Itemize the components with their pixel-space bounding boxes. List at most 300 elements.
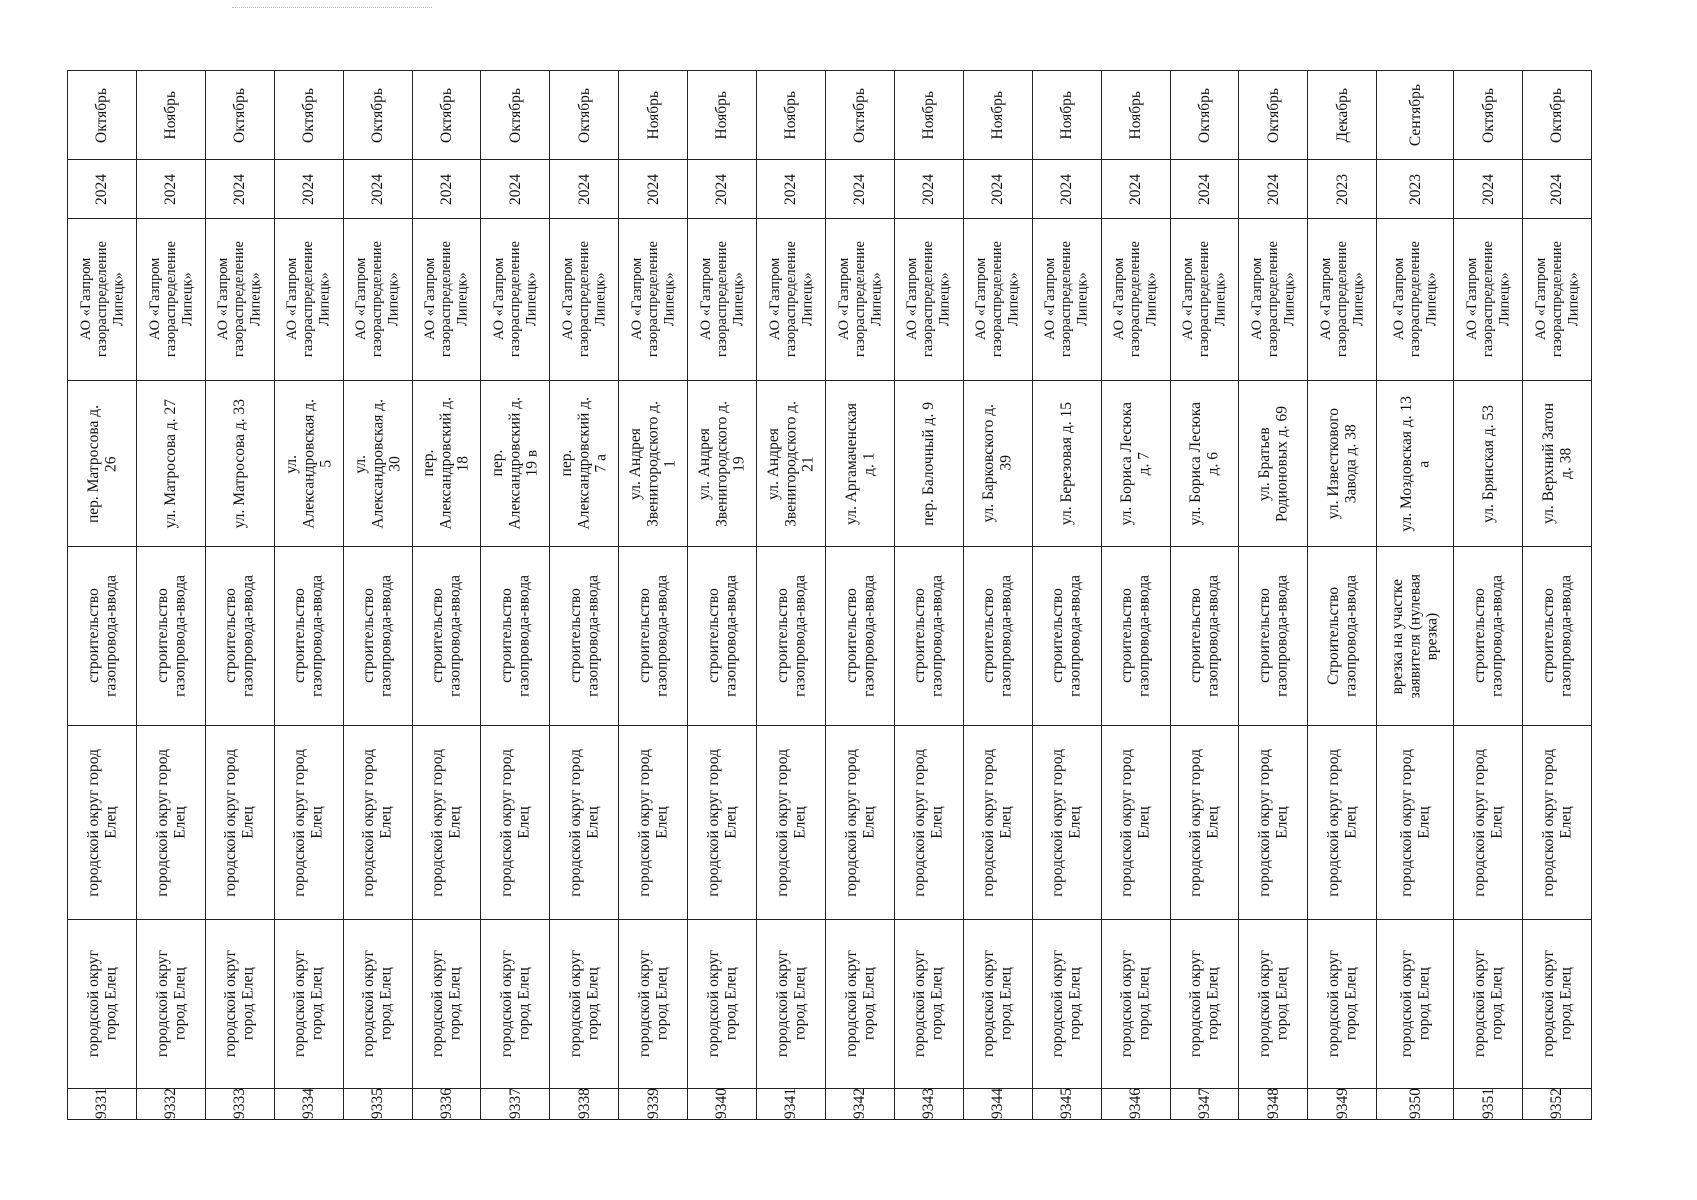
table-row bbox=[1032, 71, 1101, 1119]
month-text: Октябрь bbox=[1264, 87, 1282, 143]
address-cell bbox=[1239, 380, 1307, 547]
work-type-text: строительство газопровода-ввода bbox=[773, 575, 809, 698]
year-cell bbox=[550, 159, 618, 218]
territory-cell bbox=[964, 919, 1032, 1088]
territory-cell bbox=[1308, 919, 1376, 1088]
month-cell bbox=[964, 71, 1032, 159]
municipality-cell bbox=[1033, 725, 1101, 919]
table-row bbox=[1238, 71, 1307, 1119]
table-row bbox=[412, 71, 481, 1119]
year-cell bbox=[757, 159, 825, 218]
organization-cell bbox=[68, 218, 136, 380]
address-text: ул. Барковского д. 39 bbox=[980, 404, 1015, 523]
work-type-cell bbox=[481, 546, 549, 724]
year-cell bbox=[826, 159, 894, 218]
territory-cell bbox=[137, 919, 205, 1088]
work-type-cell bbox=[1033, 546, 1101, 724]
territory-cell bbox=[550, 919, 618, 1088]
row-number-text: 9350 bbox=[1406, 1088, 1424, 1119]
organization-cell bbox=[964, 218, 1032, 380]
work-type-cell bbox=[275, 546, 343, 724]
year-text: 2024 bbox=[1479, 173, 1497, 205]
row-number-cell bbox=[1239, 1088, 1307, 1119]
address-text: ул. Брянская д. 53 bbox=[1479, 404, 1497, 523]
year-cell bbox=[1523, 159, 1591, 218]
territory-cell bbox=[206, 919, 274, 1088]
municipality-cell bbox=[964, 725, 1032, 919]
row-number-cell bbox=[757, 1088, 825, 1119]
row-number-text: 9340 bbox=[713, 1088, 731, 1119]
table-row bbox=[68, 71, 136, 1119]
organization-cell bbox=[1239, 218, 1307, 380]
organization-cell bbox=[344, 218, 412, 380]
municipality-text: городской округ город Елец bbox=[1324, 748, 1360, 897]
work-type-cell bbox=[619, 546, 687, 724]
organization-text: АО «Газпром газораспределение Липецк» bbox=[353, 241, 402, 358]
month-cell bbox=[206, 71, 274, 159]
year-text: 2023 bbox=[1333, 173, 1351, 205]
organization-cell bbox=[1033, 218, 1101, 380]
table-row bbox=[480, 71, 549, 1119]
month-text: Октябрь bbox=[299, 87, 317, 143]
table-row bbox=[1101, 71, 1170, 1119]
table-row bbox=[618, 71, 687, 1119]
municipality-cell bbox=[1454, 725, 1522, 919]
address-cell bbox=[1033, 380, 1101, 547]
municipality-text: городской округ город Елец bbox=[773, 748, 809, 897]
municipality-text: городской округ город Елец bbox=[1539, 748, 1575, 897]
municipality-cell bbox=[1377, 725, 1453, 919]
year-text: 2024 bbox=[93, 173, 111, 205]
month-cell bbox=[481, 71, 549, 159]
row-number-text: 9343 bbox=[920, 1088, 938, 1119]
row-number-cell bbox=[1454, 1088, 1522, 1119]
year-text: 2024 bbox=[1195, 173, 1213, 205]
row-number-text: 9338 bbox=[575, 1088, 593, 1119]
organization-text: АО «Газпром газораспределение Липецк» bbox=[1042, 241, 1091, 358]
address-text: пер. Балочный д. 9 bbox=[920, 401, 938, 526]
address-text: ул. Александровская д. 30 bbox=[351, 398, 404, 529]
territory-cell bbox=[1239, 919, 1307, 1088]
work-type-text: строительство газопровода-ввода bbox=[1049, 575, 1084, 698]
month-text: Ноябрь bbox=[1126, 90, 1144, 140]
organization-text: АО «Газпром газораспределение Липецк» bbox=[1317, 241, 1367, 358]
month-cell bbox=[1454, 71, 1522, 159]
organization-text: АО «Газпром газораспределение Липецк» bbox=[1463, 241, 1513, 358]
year-text: 2024 bbox=[713, 173, 731, 205]
address-text: пер. Александровский д. 18 bbox=[420, 397, 473, 530]
month-cell bbox=[137, 71, 205, 159]
month-cell bbox=[619, 71, 687, 159]
organization-cell bbox=[895, 218, 963, 380]
year-text: 2024 bbox=[231, 173, 249, 205]
year-cell bbox=[1239, 159, 1307, 218]
row-number-text: 9333 bbox=[231, 1088, 249, 1119]
row-number-cell bbox=[826, 1088, 894, 1119]
address-text: ул. Березовая д. 15 bbox=[1057, 402, 1075, 526]
year-cell bbox=[964, 159, 1032, 218]
organization-cell bbox=[826, 218, 894, 380]
year-cell bbox=[1377, 159, 1453, 218]
year-cell bbox=[1033, 159, 1101, 218]
work-type-cell bbox=[757, 546, 825, 724]
year-cell bbox=[413, 159, 481, 218]
row-number-cell bbox=[895, 1088, 963, 1119]
month-cell bbox=[68, 71, 136, 159]
work-type-text: строительство газопровода-ввода bbox=[635, 575, 671, 698]
municipality-cell bbox=[1171, 725, 1239, 919]
municipality-cell bbox=[137, 725, 205, 919]
month-text: Октябрь bbox=[851, 87, 869, 143]
municipality-text: городской округ город Елец bbox=[291, 748, 326, 897]
month-text: Декабрь bbox=[1333, 87, 1351, 143]
territory-text: городской округ город Елец bbox=[1049, 950, 1084, 1058]
work-type-text: строительство газопровода-ввода bbox=[1118, 575, 1153, 698]
territory-text: городской округ город Елец bbox=[1397, 950, 1433, 1058]
month-cell bbox=[1171, 71, 1239, 159]
organization-cell bbox=[550, 218, 618, 380]
address-text: ул. Бориса Лесюка д. 6 bbox=[1187, 401, 1222, 526]
organization-cell bbox=[481, 218, 549, 380]
municipality-cell bbox=[895, 725, 963, 919]
organization-text: АО «Газпром газораспределение Липецк» bbox=[697, 241, 747, 358]
row-number-cell bbox=[275, 1088, 343, 1119]
organization-cell bbox=[1454, 218, 1522, 380]
territory-cell bbox=[413, 919, 481, 1088]
organization-cell bbox=[1523, 218, 1591, 380]
territory-text: городской округ город Елец bbox=[773, 950, 809, 1058]
year-text: 2023 bbox=[1406, 173, 1424, 205]
month-text: Октябрь bbox=[1548, 87, 1566, 143]
address-cell bbox=[1171, 380, 1239, 547]
work-type-text: строительство газопровода-ввода bbox=[429, 575, 464, 698]
address-text: пер. Александровский д. 19 в bbox=[489, 397, 542, 530]
territory-cell bbox=[1033, 919, 1101, 1088]
territory-text: городской округ город Елец bbox=[980, 950, 1015, 1058]
year-cell bbox=[206, 159, 274, 218]
month-cell bbox=[1523, 71, 1591, 159]
work-type-cell bbox=[826, 546, 894, 724]
territory-cell bbox=[68, 919, 136, 1088]
year-text: 2024 bbox=[299, 173, 317, 205]
territory-cell bbox=[619, 919, 687, 1088]
municipality-text: городской округ город Елец bbox=[222, 748, 257, 897]
municipality-text: городской округ город Елец bbox=[1470, 748, 1506, 897]
municipality-text: городской округ город Елец bbox=[842, 748, 877, 897]
year-text: 2024 bbox=[1126, 173, 1144, 205]
territory-cell bbox=[688, 919, 756, 1088]
address-text: ул. Матросова д. 27 bbox=[162, 398, 180, 529]
work-type-cell bbox=[137, 546, 205, 724]
month-text: Ноябрь bbox=[713, 90, 731, 140]
month-cell bbox=[1239, 71, 1307, 159]
month-cell bbox=[550, 71, 618, 159]
work-type-cell bbox=[1454, 546, 1522, 724]
month-text: Октябрь bbox=[1195, 87, 1213, 143]
territory-cell bbox=[757, 919, 825, 1088]
territory-text: городской округ город Елец bbox=[635, 950, 671, 1058]
address-cell bbox=[1523, 380, 1591, 547]
work-type-cell bbox=[895, 546, 963, 724]
table-row bbox=[136, 71, 205, 1119]
organization-cell bbox=[275, 218, 343, 380]
municipality-cell bbox=[1102, 725, 1170, 919]
territory-cell bbox=[344, 919, 412, 1088]
organization-cell bbox=[688, 218, 756, 380]
row-number-cell bbox=[413, 1088, 481, 1119]
row-number-text: 9349 bbox=[1333, 1088, 1351, 1119]
month-cell bbox=[275, 71, 343, 159]
table-row bbox=[1522, 71, 1591, 1119]
municipality-cell bbox=[619, 725, 687, 919]
address-text: ул. Моздовская д. 13 а bbox=[1397, 395, 1433, 532]
gas-connection-table bbox=[67, 70, 1592, 1120]
territory-cell bbox=[1171, 919, 1239, 1088]
address-text: ул. Андрея Звенигородского д. 21 bbox=[764, 400, 817, 527]
row-number-text: 9336 bbox=[437, 1088, 455, 1119]
year-cell bbox=[895, 159, 963, 218]
row-number-cell bbox=[1523, 1088, 1591, 1119]
address-text: ул. Аргамаченская д. 1 bbox=[842, 402, 877, 525]
row-number-text: 9342 bbox=[851, 1088, 869, 1119]
territory-text: городской округ город Елец bbox=[498, 950, 533, 1058]
table-row bbox=[274, 71, 343, 1119]
month-text: Октябрь bbox=[231, 87, 249, 143]
address-cell bbox=[275, 380, 343, 547]
table-row bbox=[825, 71, 894, 1119]
row-number-cell bbox=[344, 1088, 412, 1119]
address-cell bbox=[895, 380, 963, 547]
year-cell bbox=[481, 159, 549, 218]
address-text: ул. Бориса Лесюка д. 7 bbox=[1118, 401, 1153, 526]
year-cell bbox=[1308, 159, 1376, 218]
year-text: 2024 bbox=[989, 173, 1007, 205]
address-cell bbox=[1454, 380, 1522, 547]
table-row bbox=[1170, 71, 1239, 1119]
work-type-cell bbox=[964, 546, 1032, 724]
municipality-cell bbox=[1239, 725, 1307, 919]
organization-cell bbox=[1308, 218, 1376, 380]
work-type-text: строительство газопровода-ввода bbox=[1256, 575, 1291, 698]
address-text: пер. Александровский д. 7 а bbox=[558, 397, 610, 530]
municipality-text: городской округ город Елец bbox=[1397, 748, 1433, 897]
territory-cell bbox=[1454, 919, 1522, 1088]
municipality-text: городской округ город Елец bbox=[704, 748, 740, 897]
year-cell bbox=[344, 159, 412, 218]
month-cell bbox=[757, 71, 825, 159]
work-type-cell bbox=[550, 546, 618, 724]
territory-text: городской округ город Елец bbox=[429, 950, 464, 1058]
organization-text: АО «Газпром газораспределение Липецк» bbox=[422, 241, 471, 358]
month-text: Октябрь bbox=[506, 87, 524, 143]
address-text: пер. Матросова д. 26 bbox=[84, 404, 119, 523]
work-type-cell bbox=[1102, 546, 1170, 724]
table-row bbox=[343, 71, 412, 1119]
organization-text: АО «Газпром газораспределение Липецк» bbox=[559, 241, 609, 358]
month-text: Ноябрь bbox=[162, 90, 180, 140]
municipality-text: городской округ город Елец bbox=[153, 748, 188, 897]
table-row bbox=[687, 71, 756, 1119]
municipality-text: городской округ город Елец bbox=[84, 748, 119, 897]
work-type-text: строительство газопровода-ввода bbox=[911, 575, 946, 698]
year-text: 2024 bbox=[644, 173, 662, 205]
organization-cell bbox=[757, 218, 825, 380]
row-number-text: 9332 bbox=[162, 1088, 180, 1119]
organization-text: АО «Газпром газораспределение Липецк» bbox=[973, 241, 1022, 358]
row-number-text: 9351 bbox=[1479, 1088, 1497, 1119]
year-cell bbox=[1102, 159, 1170, 218]
address-cell bbox=[68, 380, 136, 547]
territory-text: городской округ город Елец bbox=[1539, 950, 1575, 1058]
table-row bbox=[1307, 71, 1376, 1119]
year-cell bbox=[68, 159, 136, 218]
municipality-text: городской округ город Елец bbox=[635, 748, 671, 897]
organization-text: АО «Газпром газораспределение Липецк» bbox=[491, 241, 540, 358]
row-number-text: 9339 bbox=[644, 1088, 662, 1119]
organization-cell bbox=[1102, 218, 1170, 380]
table-row bbox=[549, 71, 618, 1119]
row-number-cell bbox=[688, 1088, 756, 1119]
organization-text: АО «Газпром газораспределение Липецк» bbox=[77, 241, 127, 358]
territory-text: городской округ город Елец bbox=[222, 950, 257, 1058]
territory-text: городской округ город Елец bbox=[360, 950, 395, 1058]
row-number-cell bbox=[1308, 1088, 1376, 1119]
year-cell bbox=[619, 159, 687, 218]
work-type-text: строительство газопровода-ввода bbox=[498, 575, 533, 698]
organization-cell bbox=[413, 218, 481, 380]
work-type-text: строительство газопровода-ввода bbox=[842, 575, 877, 698]
organization-cell bbox=[137, 218, 205, 380]
address-text: ул. Андрея Звенигородского д. 1 bbox=[627, 400, 679, 527]
row-number-text: 9341 bbox=[782, 1088, 800, 1119]
organization-cell bbox=[1377, 218, 1453, 380]
year-cell bbox=[688, 159, 756, 218]
territory-cell bbox=[1102, 919, 1170, 1088]
territory-text: городской округ город Елец bbox=[1470, 950, 1506, 1058]
territory-cell bbox=[481, 919, 549, 1088]
territory-text: городской округ город Елец bbox=[704, 950, 740, 1058]
row-number-text: 9334 bbox=[299, 1088, 317, 1119]
address-cell bbox=[137, 380, 205, 547]
territory-text: городской округ город Елец bbox=[842, 950, 877, 1058]
address-text: ул. Матросова д. 33 bbox=[231, 398, 249, 529]
table-row bbox=[963, 71, 1032, 1119]
address-cell bbox=[344, 380, 412, 547]
row-number-cell bbox=[964, 1088, 1032, 1119]
row-number-cell bbox=[550, 1088, 618, 1119]
month-cell bbox=[1102, 71, 1170, 159]
municipality-text: городской округ город Елец bbox=[1187, 748, 1222, 897]
row-number-text: 9345 bbox=[1057, 1088, 1075, 1119]
row-number-text: 9337 bbox=[506, 1088, 524, 1119]
work-type-cell bbox=[68, 546, 136, 724]
work-type-text: строительство газопровода-ввода bbox=[84, 575, 119, 698]
municipality-cell bbox=[1308, 725, 1376, 919]
territory-cell bbox=[275, 919, 343, 1088]
month-cell bbox=[895, 71, 963, 159]
municipality-text: городской округ город Елец bbox=[1256, 748, 1291, 897]
address-cell bbox=[1308, 380, 1376, 547]
month-text: Ноябрь bbox=[782, 90, 800, 140]
organization-text: АО «Газпром газораспределение Липецк» bbox=[835, 241, 885, 358]
row-number-cell bbox=[1377, 1088, 1453, 1119]
work-type-cell bbox=[1523, 546, 1591, 724]
work-type-text: строительство газопровода-ввода bbox=[980, 575, 1015, 698]
work-type-text: строительство газопровода-ввода bbox=[704, 575, 740, 698]
work-type-cell bbox=[344, 546, 412, 724]
organization-text: АО «Газпром газораспределение Липецк» bbox=[1111, 241, 1160, 358]
address-text: ул. Андрея Звенигородского д. 19 bbox=[696, 400, 748, 527]
year-cell bbox=[137, 159, 205, 218]
territory-cell bbox=[895, 919, 963, 1088]
row-number-cell bbox=[206, 1088, 274, 1119]
month-text: Ноябрь bbox=[920, 90, 938, 140]
row-number-text: 9335 bbox=[368, 1088, 386, 1119]
table-row bbox=[1453, 71, 1522, 1119]
year-text: 2024 bbox=[1548, 173, 1566, 205]
address-cell bbox=[550, 380, 618, 547]
month-text: Ноябрь bbox=[989, 90, 1007, 140]
month-cell bbox=[1033, 71, 1101, 159]
work-type-text: строительство газопровода-ввода bbox=[566, 575, 602, 698]
work-type-cell bbox=[206, 546, 274, 724]
work-type-text: строительство газопровода-ввода bbox=[222, 575, 257, 698]
year-cell bbox=[1171, 159, 1239, 218]
year-text: 2024 bbox=[851, 173, 869, 205]
table-row bbox=[756, 71, 825, 1119]
row-number-cell bbox=[68, 1088, 136, 1119]
row-number-cell bbox=[137, 1088, 205, 1119]
address-cell bbox=[1102, 380, 1170, 547]
year-text: 2024 bbox=[1057, 173, 1075, 205]
organization-text: АО «Газпром газораспределение Липецк» bbox=[766, 241, 816, 358]
month-cell bbox=[1377, 71, 1453, 159]
address-cell bbox=[964, 380, 1032, 547]
organization-text: АО «Газпром газораспределение Липецк» bbox=[284, 241, 333, 358]
year-text: 2024 bbox=[437, 173, 455, 205]
work-type-text: строительство газопровода-ввода bbox=[1539, 575, 1575, 698]
work-type-text: строительство газопровода-ввода bbox=[291, 575, 326, 698]
row-number-text: 9347 bbox=[1195, 1088, 1213, 1119]
year-text: 2024 bbox=[368, 173, 386, 205]
work-type-cell bbox=[1171, 546, 1239, 724]
year-text: 2024 bbox=[575, 173, 593, 205]
municipality-cell bbox=[275, 725, 343, 919]
year-text: 2024 bbox=[506, 173, 524, 205]
municipality-text: городской округ город Елец bbox=[980, 748, 1015, 897]
address-cell bbox=[619, 380, 687, 547]
territory-text: городской округ город Елец bbox=[1187, 950, 1222, 1058]
territory-cell bbox=[826, 919, 894, 1088]
address-text: ул. Братьев Родионовых д. 69 bbox=[1256, 405, 1291, 522]
month-cell bbox=[344, 71, 412, 159]
month-cell bbox=[688, 71, 756, 159]
row-number-cell bbox=[481, 1088, 549, 1119]
month-text: Октябрь bbox=[93, 87, 111, 143]
municipality-cell bbox=[826, 725, 894, 919]
municipality-text: городской округ город Елец bbox=[911, 748, 946, 897]
row-number-cell bbox=[619, 1088, 687, 1119]
municipality-cell bbox=[688, 725, 756, 919]
municipality-text: городской округ город Елец bbox=[566, 748, 602, 897]
work-type-text: строительство газопровода-ввода bbox=[1187, 575, 1222, 698]
territory-text: городской округ город Елец bbox=[84, 950, 119, 1058]
organization-text: АО «Газпром газораспределение Липецк» bbox=[1180, 241, 1229, 358]
organization-cell bbox=[1171, 218, 1239, 380]
work-type-cell bbox=[1239, 546, 1307, 724]
row-number-cell bbox=[1171, 1088, 1239, 1119]
territory-text: городской округ город Елец bbox=[1118, 950, 1153, 1058]
